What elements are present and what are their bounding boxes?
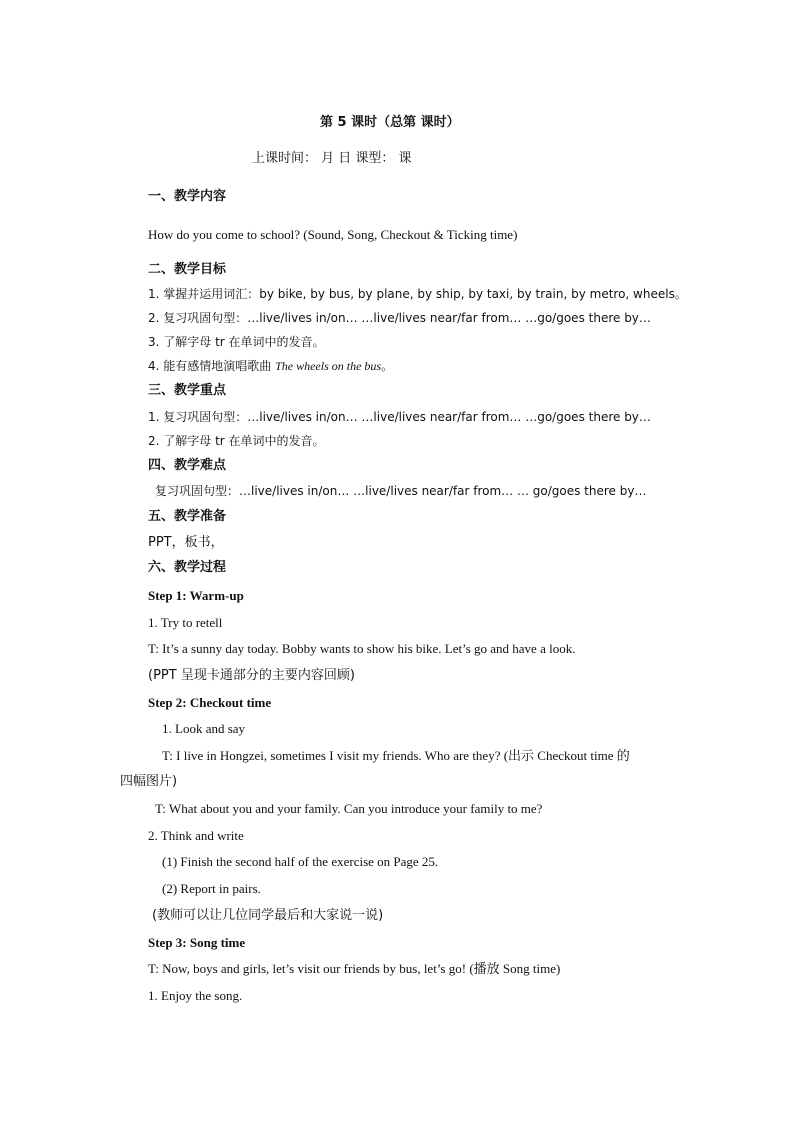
step3-item-1: 1. Enjoy the song. — [148, 988, 243, 1003]
step3-teacher-line: T: Now, boys and girls, let’s visit our friends by bus, let’s go! (播放 Song time) — [148, 961, 561, 976]
key-item-2: 2. 了解字母 tr 在单词中的发音。 — [148, 434, 325, 448]
step1-item-1: 1. Try to retell — [148, 615, 223, 630]
goal4-prefix: 4. 能有感情地演唱歌曲 — [148, 359, 276, 373]
prep-text: PPT，板书， — [148, 535, 224, 550]
step2-teacher-line-1-cont: 四幅图片) — [120, 774, 178, 789]
goal-item-3: 3. 了解字母 tr 在单词中的发音。 — [148, 335, 325, 349]
step1-note: (PPT 呈现卡通部分的主要内容回顾) — [148, 668, 355, 683]
lesson-title: 第 5 课时（总第 课时） — [320, 115, 460, 130]
step3-title: Step 3: Song time — [148, 935, 246, 950]
difficult-heading: 四、教学难点 — [148, 458, 227, 473]
step2-sub-1: (1) Finish the second half of the exercise on Page 25. — [162, 854, 439, 869]
step1-title: Step 1: Warm-up — [148, 588, 244, 603]
key-item-1: 1. 复习巩固句型：…live/lives in/on… …live/lives near/far from… …go/goes there by… — [148, 410, 651, 424]
goal4-suffix: 。 — [381, 359, 394, 373]
song-title: The wheels on the bus — [275, 359, 382, 373]
goals-heading: 二、教学目标 — [148, 262, 227, 277]
step2-teacher-line-1: T: I live in Hongzei, sometimes I visit my friends. Who are they? (出示 Checkout time 的 — [162, 748, 630, 763]
content-text: How do you come to school? (Sound, Song, Checkout & Ticking time) — [148, 227, 518, 242]
step2-item-1: 1. Look and say — [162, 721, 246, 736]
step2-sub-2: (2) Report in pairs. — [162, 881, 261, 896]
step2-note: (教师可以让几位同学最后和大家说一说) — [152, 908, 384, 923]
step1-teacher-line: T: It’s a sunny day today. Bobby wants to show his bike. Let’s go and have a look. — [148, 641, 576, 656]
step2-teacher-line-2: T: What about you and your family. Can you introduce your family to me? — [155, 801, 543, 816]
step2-title: Step 2: Checkout time — [148, 695, 272, 710]
key-heading: 三、教学重点 — [148, 383, 227, 398]
content-heading: 一、教学内容 — [148, 189, 227, 204]
process-heading: 六、教学过程 — [148, 560, 227, 575]
goal-item-1: 1. 掌握并运用词汇：by bike, by bus, by plane, by ship, by taxi, by train, by metro, wheels。 — [148, 287, 687, 301]
goal-item-4 — [148, 358, 393, 374]
difficult-text: 复习巩固句型：…live/lives in/on… …live/lives near/far from… … go/goes there by… — [155, 484, 647, 498]
goal-item-2: 2. 复习巩固句型：…live/lives in/on… …live/lives near/far from… …go/goes there by… — [148, 311, 651, 325]
prep-heading: 五、教学准备 — [148, 509, 227, 524]
step2-item-2: 2. Think and write — [148, 828, 244, 843]
schedule-line: 上课时间： 月 日 课型： 课 — [252, 151, 412, 166]
